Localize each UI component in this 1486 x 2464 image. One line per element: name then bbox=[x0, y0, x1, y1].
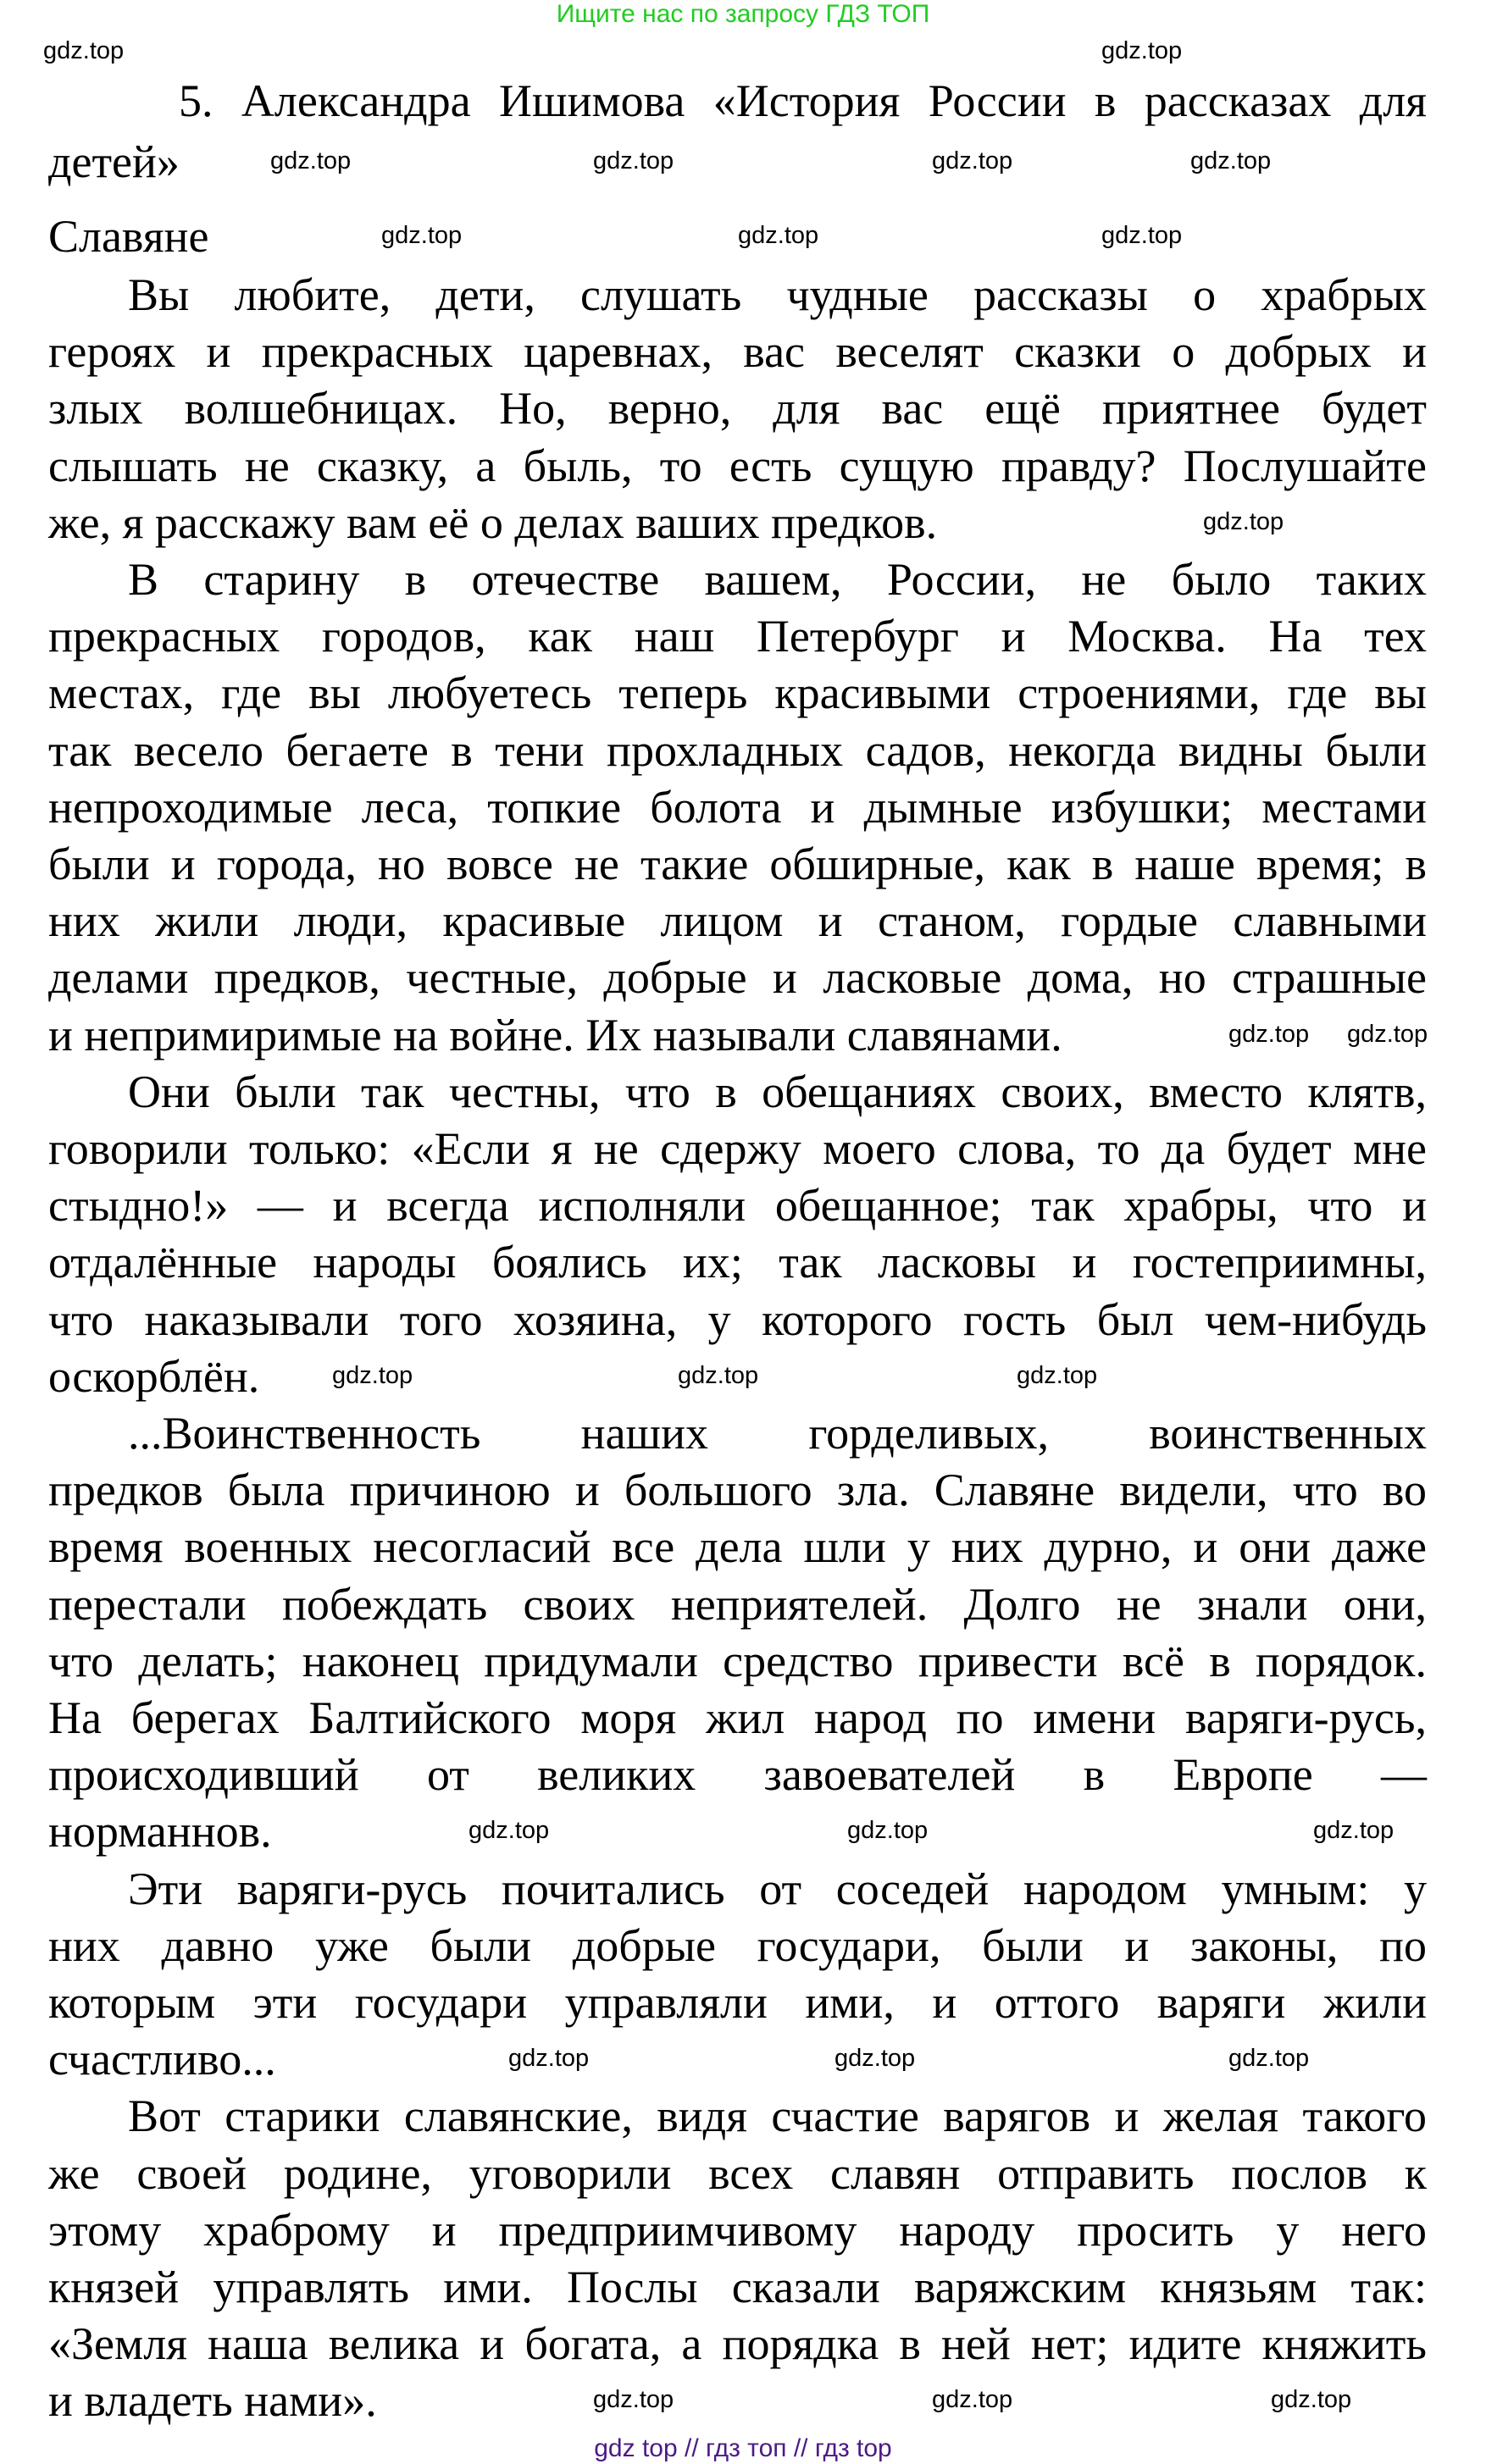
body-line: князей управлять ими. Послы сказали варяжским князьям так: bbox=[48, 2262, 1427, 2312]
watermark: gdz.top bbox=[1228, 1020, 1310, 1048]
body-line: же, я расскажу вам её о делах ваших предков. bbox=[48, 496, 938, 548]
body-line: героях и прекрасных царевнах, вас веселят сказки о добрых и bbox=[48, 326, 1427, 378]
body-line: происходивший от великих завоевателей в Европе — bbox=[48, 1749, 1427, 1801]
body-line: перестали побеждать своих неприятелей. Долго не знали они, bbox=[48, 1578, 1427, 1630]
promo-banner[interactable]: Ищите нас по запросу ГДЗ ТОП bbox=[556, 0, 930, 28]
body-line: и владеть нами». bbox=[48, 2375, 377, 2427]
watermark: gdz.top bbox=[834, 2045, 916, 2073]
body-line: На берегах Балтийского моря жил народ по имени варяги-русь, bbox=[48, 1692, 1427, 1743]
body-line: ...Воинственность наших горделивых, воинственных bbox=[128, 1408, 1427, 1459]
body-line: слышать не сказку, а быль, то есть сущую правду? Послушайте bbox=[48, 440, 1427, 491]
body-line: Эти варяги-русь почитались от соседей народом умным: у bbox=[128, 1863, 1427, 1914]
body-line: счастливо... bbox=[48, 2034, 276, 2085]
body-line: оскорблён. bbox=[48, 1350, 260, 1402]
watermark: gdz.top bbox=[1017, 1361, 1098, 1389]
section-title: Славяне bbox=[48, 211, 209, 262]
watermark: gdz.top bbox=[1228, 2045, 1310, 2073]
watermark: gdz.top bbox=[469, 1817, 550, 1845]
watermark: gdz.top bbox=[1190, 147, 1272, 174]
body-line: говорили только: «Если я не сдержу моего слова, то да будет мне bbox=[48, 1123, 1427, 1174]
footer-links[interactable]: gdz top // гдз топ // гдз top bbox=[594, 2434, 892, 2462]
body-line: так весело бегаете в тени прохладных садов, некогда видны были bbox=[48, 724, 1427, 776]
document-title-line-1: 5. Александра Ишимова «История России в рассказах для bbox=[179, 75, 1427, 126]
body-line: и непримиримые на войне. Их называли славянами. bbox=[48, 1009, 1062, 1060]
watermark: gdz.top bbox=[738, 222, 819, 249]
watermark: gdz.top bbox=[43, 37, 125, 64]
watermark: gdz.top bbox=[270, 147, 352, 174]
body-line: В старину в отечестве вашем, России, не было таких bbox=[128, 554, 1427, 605]
watermark: gdz.top bbox=[1313, 1817, 1395, 1845]
body-line: были и города, но вовсе не такие обширные, как в наше время; в bbox=[48, 839, 1427, 889]
body-line: отдалённые народы боялись их; так ласковы и гостеприимны, bbox=[48, 1237, 1427, 1288]
watermark: gdz.top bbox=[1347, 1020, 1428, 1048]
body-line: Вот старики славянские, видя счастие варягов и желая такого bbox=[128, 2090, 1427, 2142]
body-line: время военных несогласий все дела шли у них дурно, и они даже bbox=[48, 1521, 1427, 1573]
body-line: стыдно!» — и всегда исполняли обещанное; так храбры, что и bbox=[48, 1180, 1427, 1232]
body-line: делами предков, честные, добрые и ласковые дома, но страшные bbox=[48, 952, 1427, 1004]
watermark: gdz.top bbox=[332, 1361, 413, 1389]
body-line: этому храброму и предприимчивому народу просить у него bbox=[48, 2204, 1427, 2256]
body-line: прекрасных городов, как наш Петербург и Москва. На тех bbox=[48, 611, 1427, 662]
watermark: gdz.top bbox=[1101, 37, 1183, 64]
watermark: gdz.top bbox=[932, 147, 1013, 174]
watermark: gdz.top bbox=[847, 1817, 929, 1845]
body-line: злых волшебницах. Но, верно, для вас ещё приятнее будет bbox=[48, 383, 1427, 435]
body-line: местах, где вы любуетесь теперь красивыми строениями, где вы bbox=[48, 667, 1427, 719]
watermark: gdz.top bbox=[1203, 507, 1284, 535]
body-line: которым эти государи управляли ими, и оттого варяги жили bbox=[48, 1977, 1427, 2028]
watermark: gdz.top bbox=[381, 222, 463, 249]
watermark: gdz.top bbox=[593, 147, 674, 174]
body-line: «Земля наша велика и богата, а порядка в ней нет; идите княжить bbox=[48, 2318, 1427, 2370]
watermark: gdz.top bbox=[1101, 222, 1183, 249]
body-line: норманнов. bbox=[48, 1806, 272, 1858]
body-line: непроходимые леса, топкие болота и дымные избушки; местами bbox=[48, 781, 1427, 833]
body-line: что наказывали того хозяина, у которого гость был чем-нибудь bbox=[48, 1293, 1427, 1345]
watermark: gdz.top bbox=[678, 1361, 759, 1389]
body-line: Они были так честны, что в обещаниях своих, вместо клятв, bbox=[128, 1066, 1427, 1117]
body-line: что делать; наконец придумали средство привести всё в порядок. bbox=[48, 1635, 1427, 1686]
watermark: gdz.top bbox=[508, 2045, 590, 2073]
body-line: предков была причиною и большого зла. Славяне видели, что во bbox=[48, 1465, 1427, 1516]
watermark: gdz.top bbox=[932, 2386, 1013, 2414]
watermark: gdz.top bbox=[593, 2386, 674, 2414]
body-line: Вы любите, дети, слушать чудные рассказы о храбрых bbox=[128, 269, 1427, 320]
body-line: них жили люди, красивые лицом и станом, гордые славными bbox=[48, 895, 1427, 947]
body-line: них давно уже были добрые государи, были и законы, по bbox=[48, 1919, 1427, 1971]
document-title-line-2: детей» bbox=[48, 136, 180, 187]
watermark: gdz.top bbox=[1271, 2386, 1352, 2414]
body-line: же своей родине, уговорили всех славян отправить послов к bbox=[48, 2147, 1427, 2199]
